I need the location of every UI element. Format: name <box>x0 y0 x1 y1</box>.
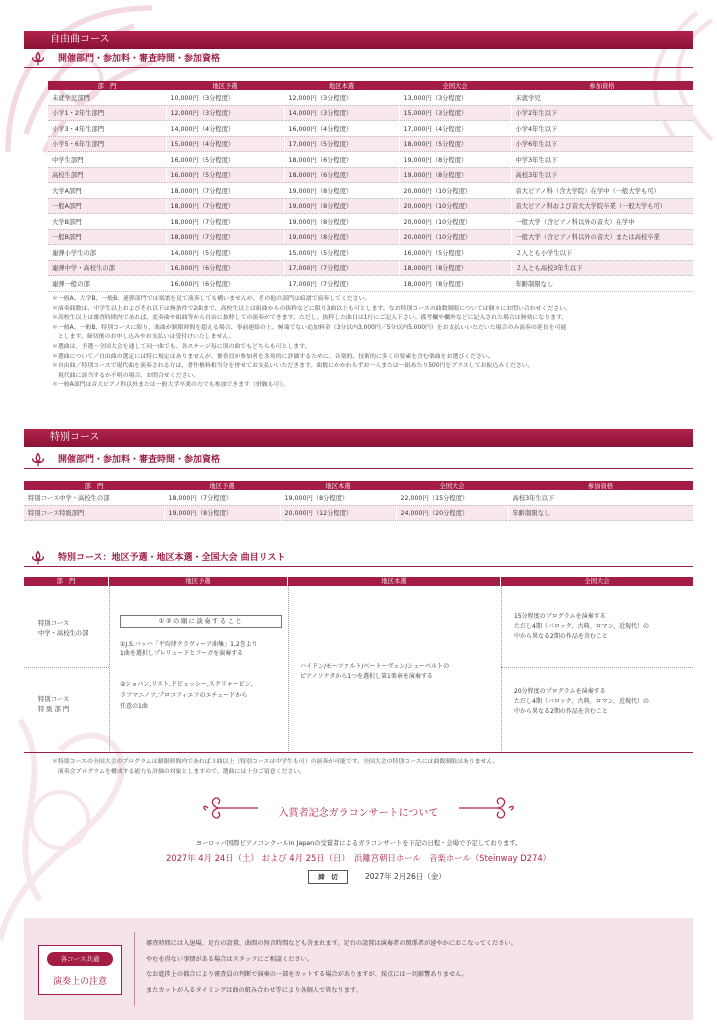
gala-date: 2027年 4月 24日（土） および 4月 25日（日） 浜離宮朝日ホール 音楽ホール（Steinway D274） <box>165 853 552 863</box>
table-cell: 高校3年生以下 <box>511 167 693 183</box>
column-header: 地区予選 <box>109 577 287 586</box>
note-line: ＊一般A、一般B、特別コースに限り、楽曲が制限時間を超える場合、事前連絡の上、極端でない追加料金（3分以内3,000円／5分以内5,000円）をお支払いいただいた場合のみ演奏の延長を可能 <box>52 324 567 331</box>
text-line: ハイドン/モーツァルト/ベートーヴェン/シューベルトの <box>300 663 450 670</box>
column-header: 参加資格 <box>508 481 693 490</box>
table-header-row <box>48 81 693 90</box>
table-row <box>24 490 693 505</box>
note-line: 審査時間には入退場、足台の設置、曲間の無音時間なども含まれます。足台の設置は演奏者の関係者が速やかにおこなってください。 <box>146 940 517 947</box>
table-cell: 音大ピアノ科および音大大学院卒業（一般大学も可） <box>511 198 693 214</box>
column-header: 全国大会 <box>399 81 511 90</box>
table-row <box>48 198 693 214</box>
table-cell: 小学1・2年生部門 <box>48 105 166 121</box>
table-cell: 16,000円（4分程度） <box>284 121 399 137</box>
prelim-order-box: ①②の順に演奏すること <box>120 615 282 628</box>
table-cell: 16,000円（6分程度） <box>166 260 284 276</box>
table-cell: 18,000円（7分程度） <box>164 490 280 505</box>
table-cell: 中学生部門 <box>48 152 166 168</box>
table-cell: 大学A部門 <box>48 183 166 199</box>
table-cell: 19,000円（8分程度） <box>399 167 511 183</box>
column-header: 部 門 <box>24 481 164 490</box>
table-cell: 12,000円（3分程度） <box>284 90 399 105</box>
table-cell: 15,000円（5分程度） <box>284 245 399 261</box>
text-line: ①J.S.バッハ「平均律クラヴィーア曲集」1,2巻より <box>120 641 258 648</box>
table-cell: 17,000円（4分程度） <box>399 121 511 137</box>
table-row <box>48 214 693 230</box>
table-cell: 18,000円（7分程度） <box>166 229 284 245</box>
table-cell: 22,000円（15分程度） <box>396 490 508 505</box>
subhead-title: 特別コース：地区予選・地区本選・全国大会 曲目リスト <box>58 553 286 563</box>
table-cell: 18,000円（5分程度） <box>399 136 511 152</box>
table-cell: 年齢制限なし <box>508 505 693 521</box>
note-line: 現代曲に該当するか不明の場合、お問合せください。 <box>52 372 200 379</box>
note-line: ＊高校生以上は審査時間内であれば、変奏曲や組曲等から自由に抜粋しての演奏ができます。ただし、抜粋した曲目は1行にご記入下さい。備考欄や欄外などに記入された場合は無効になります。 <box>52 315 568 322</box>
table-cell: 特別コース中学・高校生の部 <box>24 490 164 505</box>
text-line: ただし4期（バロック、古典、ロマン、近現代）の <box>514 623 649 630</box>
row-divider <box>24 667 109 668</box>
note-line: ＊選曲について／自由曲の選定には特に規定はありませんが、審査員が参加者を多角的に評価するために、音楽的、技術的に多くの要素を含む楽曲をお選びください。 <box>52 353 494 360</box>
table-cell: 19,000円（8分程度） <box>284 214 399 230</box>
table-cell: 17,000円（7分程度） <box>284 260 399 276</box>
column-divider <box>109 586 110 753</box>
table-cell: 18,000円（7分程度） <box>166 198 284 214</box>
table-cell: 16,000円（6分程度） <box>166 276 284 292</box>
table-cell: 16,000円（5分程度） <box>166 152 284 168</box>
table-cell: 13,000円（3分程度） <box>399 90 511 105</box>
footer-divider <box>134 932 135 1006</box>
table-row <box>48 152 693 168</box>
column-header: 地区予選 <box>164 481 280 490</box>
note-line: なお進捗上の都合により審査員の判断で演奏の一部をカットする場合がありますが、採点には一切影響ありません。 <box>146 971 468 978</box>
badge-common-label: 各コース共通 <box>47 952 113 966</box>
division-label <box>38 619 88 639</box>
column-header: 地区本選 <box>280 481 396 490</box>
table-row <box>48 167 693 183</box>
table-row <box>48 245 693 261</box>
table-cell: 小学6年生以下 <box>511 136 693 152</box>
table-row <box>48 105 693 121</box>
table-cell: 19,000円（8分程度） <box>284 183 399 199</box>
table-cell: 14,000円（4分程度） <box>166 121 284 137</box>
semi-final-requirement <box>300 662 449 682</box>
column-header: 部 門 <box>24 577 108 586</box>
table-cell: 19,000円（8分程度） <box>399 152 511 168</box>
table-cell: 17,000円（7分程度） <box>284 276 399 292</box>
table-cell: 特別コース特級部門 <box>24 505 164 521</box>
table-row <box>48 260 693 276</box>
text-line: 20分程度のプログラムを演奏する <box>514 688 606 695</box>
badge-title: 演奏上の注意 <box>52 977 107 987</box>
table-cell: 19,000円（8分程度） <box>280 490 396 505</box>
text-line: ラフマニノフ,プロコフィエフのエチュードから <box>120 692 248 699</box>
table-cell: 未就学児部門 <box>48 90 166 105</box>
deadline-label: 締 切 <box>308 870 348 884</box>
note-line: ＊自由曲／特別コースで現代曲を演奏される方は、著作権料相当分を併せてお支払いいただきます。曲数にかかわらずお一人または一組あたり500円をプラスしてお振込みください。 <box>52 363 534 370</box>
table-cell: 中学3年生以下 <box>511 152 693 168</box>
text-line: ピアノソナタから1つを選択し第1楽章を演奏する <box>300 673 433 680</box>
table-cell: 音大ピアノ科（含大学院）在学中（一般大学も可） <box>511 183 693 199</box>
section-title: 自由曲コース <box>50 34 110 45</box>
table-cell: 20,000円（10分程度） <box>399 229 511 245</box>
table-cell: 高校3年生以下 <box>508 490 693 505</box>
prelim-requirement-1 <box>120 640 258 658</box>
final-requirement-1 <box>514 612 649 642</box>
prelim-requirement-2 <box>120 679 253 712</box>
note-line: とします。締切後のお申し込みやお支払いは受付けいたしません。 <box>52 334 235 341</box>
table-cell: ２人とも小学生以下 <box>511 245 693 261</box>
column-header: 全国大会 <box>501 577 693 586</box>
row-divider <box>501 667 693 668</box>
table-cell: 18,000円（6分程度） <box>284 167 399 183</box>
text-line: 15分程度のプログラムを演奏する <box>514 613 606 620</box>
section-title: 特別コース <box>50 432 100 443</box>
performance-notes-list <box>146 936 517 998</box>
table-row <box>48 90 693 105</box>
table-cell: 16,000円（5分程度） <box>399 245 511 261</box>
division-line: 特別コース <box>38 696 70 703</box>
fleur-de-lis-icon <box>30 51 46 67</box>
table-cell: 18,000円（8分程度） <box>399 260 511 276</box>
table-cell: 18,000円（6分程度） <box>284 152 399 168</box>
table-cell: 24,000円（20分程度） <box>396 505 508 521</box>
table-cell: 15,000円（4分程度） <box>166 136 284 152</box>
table-cell: 14,000円（5分程度） <box>166 245 284 261</box>
column-header: 地区本選 <box>284 81 399 90</box>
table-cell: 18,000円（8分程度） <box>399 276 511 292</box>
performance-notes-badge <box>38 945 122 995</box>
column-header: 地区予選 <box>166 81 284 90</box>
note-line: ＊演奏曲数は、中学生以上およびそれ以下は無条件で2曲まで、高校生以上は組曲からの抜粋などに限り3曲以上も可とします。なお特別コースの曲数制限については個々にお問い合わせください。 <box>52 305 571 312</box>
table-cell: 20,000円（12分程度） <box>280 505 396 521</box>
division-line: 特 級 部 門 <box>38 706 70 713</box>
table-cell: 16,000円（5分程度） <box>166 167 284 183</box>
table-header-row <box>24 481 693 490</box>
note-line: ＊一般A部門は音大ピアノ科以外または一般大学卒業の方でも参加できます（併願も可）。 <box>52 382 289 389</box>
table-row <box>48 136 693 152</box>
table-cell: 年齢制限なし <box>511 276 693 292</box>
table-cell: 20,000円（10分程度） <box>399 214 511 230</box>
text-line: 中から異なる2期の作品を含むこと <box>514 633 608 640</box>
table-cell: 未就学児 <box>511 90 693 105</box>
fleur-de-lis-icon <box>30 452 46 468</box>
table-cell: 連弾小学生の部 <box>48 245 166 261</box>
piece-list-table <box>24 577 693 753</box>
text-line: 中から異なる2期の作品を含むこと <box>514 708 608 715</box>
subhead-title: 開催部門・参加料・審査時間・参加資格 <box>58 455 221 465</box>
table-cell: 18,000円（7分程度） <box>166 183 284 199</box>
text-line: 任意の1曲 <box>120 703 148 710</box>
division-label <box>38 695 69 715</box>
table-cell: 小学5・6年生部門 <box>48 136 166 152</box>
column-divider <box>288 586 289 753</box>
table-cell: 小学4年生以下 <box>511 121 693 137</box>
gala-intro: ヨーロッパ国際ピアノコンクールin Japanの受賞者によるガラコンサートを下記の日程・会場で予定しております。 <box>195 840 522 847</box>
division-line: 特別コース <box>38 620 70 627</box>
deadline-date: 2027年 2月26日（金） <box>365 872 446 881</box>
note-line: ＊選曲は、予選～全国大会を通して同一曲でも、各ステージ毎に別の曲でもどちらも可とします。 <box>52 343 311 350</box>
column-divider <box>501 586 502 753</box>
gala-title: 入賞者記念ガラコンサートについて <box>278 808 439 819</box>
division-line: 中学・高校生の部 <box>38 630 89 637</box>
table-cell: 10,000円（3分程度） <box>166 90 284 105</box>
table-cell: 12,000円（3分程度） <box>166 105 284 121</box>
table-row <box>48 276 693 292</box>
table-row <box>48 183 693 199</box>
column-header: 参加資格 <box>511 81 693 90</box>
performance-notes-box <box>24 918 693 1020</box>
table-cell: 一般大学（含ピアノ科以外の音大）在学中 <box>511 214 693 230</box>
subhead-title: 開催部門・参加料・審査時間・参加資格 <box>58 54 221 64</box>
text-line: 1曲を選択しプレリュードとフーガを演奏する <box>120 650 244 657</box>
piece-list-notes <box>52 758 692 777</box>
table-row <box>24 505 693 521</box>
table-cell: 連弾中学・高校生の部 <box>48 260 166 276</box>
table-cell: 14,000円（3分程度） <box>284 105 399 121</box>
note-line: やむを得ない事情がある場合はスタッフにご相談ください。 <box>146 955 314 963</box>
table-cell: 19,000円（8分程度） <box>164 505 280 521</box>
table-cell: 小学3・4年生部門 <box>48 121 166 137</box>
table-row <box>48 229 693 245</box>
table-cell: 一般B部門 <box>48 229 166 245</box>
table-cell: 小学2年生以下 <box>511 105 693 121</box>
final-requirement-2 <box>514 687 649 717</box>
table-cell: 大学B部門 <box>48 214 166 230</box>
table-cell: 一般A部門 <box>48 198 166 214</box>
note-line: ＊特別コースの全国大会のプログラムは制限時間内であれば３曲以上（特別コースは中学生も可）の演奏が可能です。全国大会の特別コースには曲数制限はありません。 <box>52 759 499 765</box>
note-line: 演奏会プログラムを構成する能力も評価の対象としますので、選曲には十分ご留意ください。 <box>52 768 306 775</box>
table-cell: 17,000円（5分程度） <box>284 136 399 152</box>
table-cell: ２人とも高校3年生以下 <box>511 260 693 276</box>
table-cell: 19,000円（8分程度） <box>284 229 399 245</box>
table-bottom-rule <box>24 752 693 753</box>
table-cell: 20,000円（10分程度） <box>399 198 511 214</box>
table-cell: 18,000円（7分程度） <box>166 214 284 230</box>
column-header: 地区本選 <box>288 577 500 586</box>
subhead-special-course <box>24 453 693 469</box>
note-line: またカットが入るタイミングは曲の組み合わせ等により各個人で異なります。 <box>146 986 362 994</box>
text-line: ②ショパン,リスト,ドビュッシー,スクリャービン, <box>120 681 253 688</box>
table-cell: 一般大学（含ピアノ科以外の音大）または高校卒業 <box>511 229 693 245</box>
special-course-table <box>24 481 693 521</box>
section-band-free-course <box>24 31 693 49</box>
table-cell: 連弾一般の部 <box>48 276 166 292</box>
subhead-free-course <box>24 52 693 68</box>
note-line: ＊一般A、大学B、一般B、連弾部門では楽譜を見て演奏しても構いませんが、その他の部門は暗譜で演奏してください。 <box>52 296 371 302</box>
column-header: 全国大会 <box>396 481 508 490</box>
free-course-notes <box>52 295 692 391</box>
column-header: 部 門 <box>48 81 166 90</box>
table-cell: 20,000円（10分程度） <box>399 183 511 199</box>
table-row <box>48 121 693 137</box>
subhead-piece-list <box>24 551 693 567</box>
table-cell: 19,000円（8分程度） <box>284 198 399 214</box>
table-cell: 15,000円（3分程度） <box>399 105 511 121</box>
table-cell: 高校生部門 <box>48 167 166 183</box>
section-band-special-course <box>24 429 693 447</box>
fleur-de-lis-icon <box>30 550 46 566</box>
text-line: ただし4期（バロック、古典、ロマン、近現代）の <box>514 698 649 705</box>
free-course-table <box>48 81 693 292</box>
